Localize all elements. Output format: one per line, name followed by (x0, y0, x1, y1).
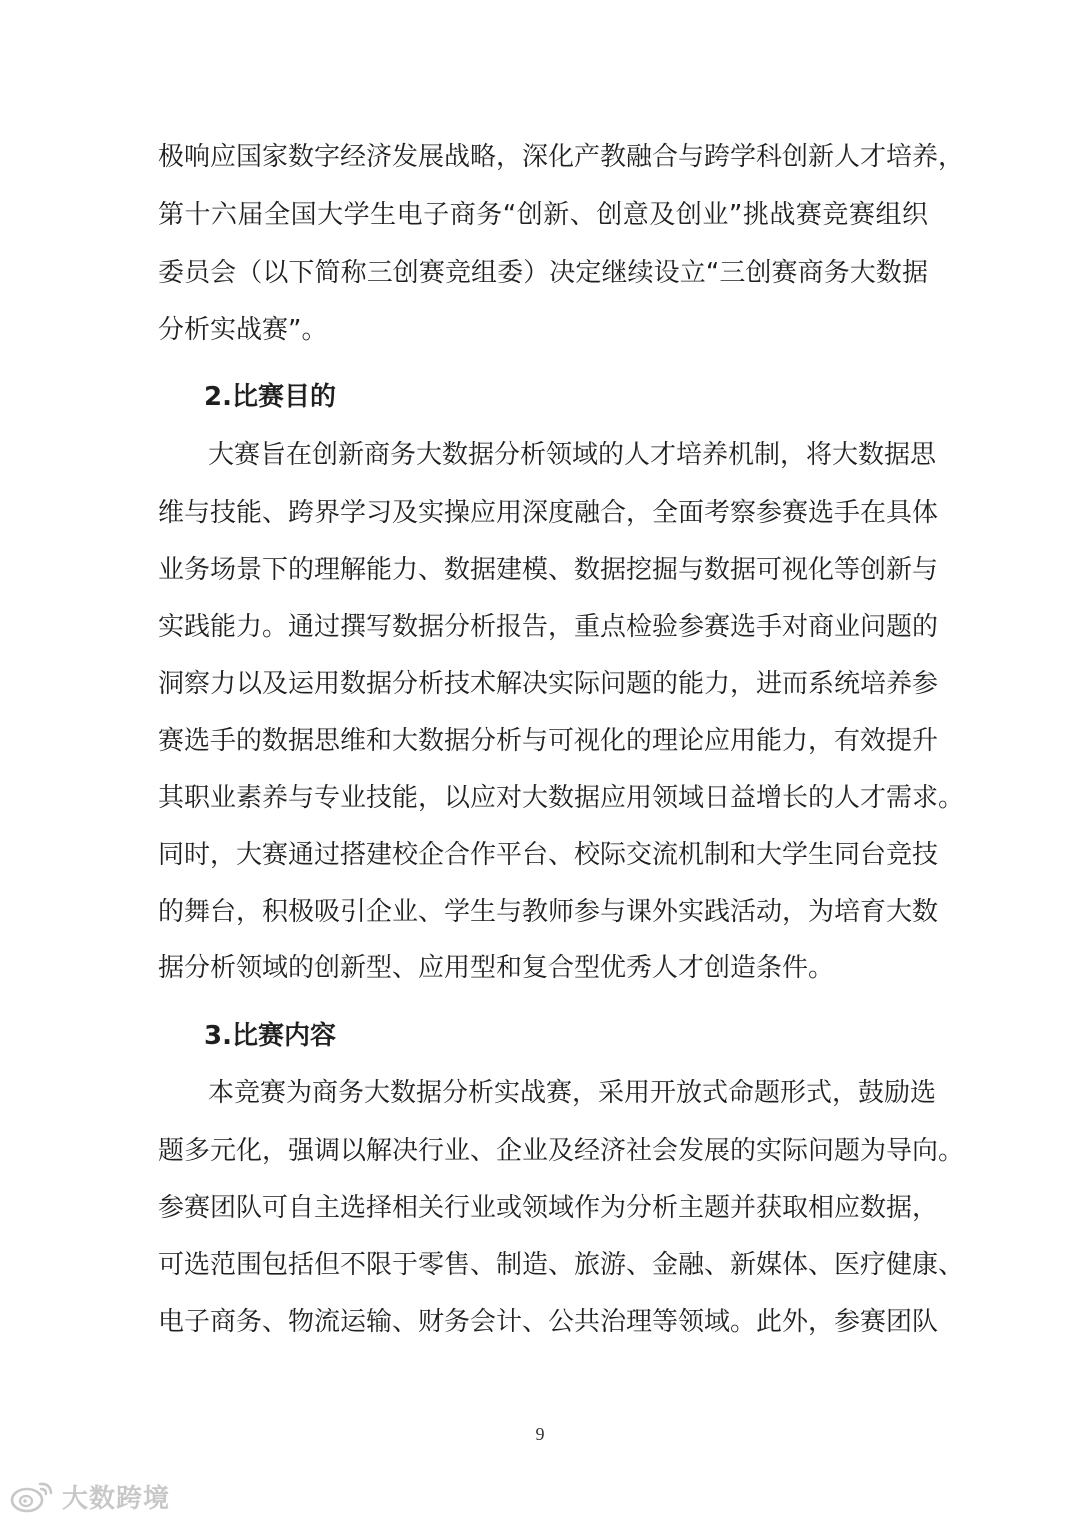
section-heading-content: 3.比赛内容 (204, 1021, 336, 1051)
text-line: 分析实战赛”。 (158, 315, 328, 345)
section-heading-purpose: 2.比赛目的 (204, 382, 336, 412)
text-line: 同时，大赛通过搭建校企合作平台、校际交流机制和大学生同台竞技 (158, 840, 939, 870)
text-line: 参赛团队可自主选择相关行业或领域作为分析主题并获取相应数据， (158, 1193, 939, 1223)
text-line: 实践能力。通过撰写数据分析报告，重点检验参赛选手对商业问题的 (158, 612, 939, 642)
text-line: 第十六届全国大学生电子商务“创新、创意及创业”挑战赛竞赛组织 (158, 200, 928, 230)
text-line: 维与技能、跨界学习及实操应用深度融合，全面考察参赛选手在具体 (158, 498, 939, 528)
text-line: 电子商务、物流运输、财务会计、公共治理等领域。此外，参赛团队 (158, 1307, 939, 1337)
text-line: 委员会（以下简称三创赛竞组委）决定继续设立“三创赛商务大数据 (158, 258, 928, 288)
text-line: 极响应国家数字经济发展战略，深化产教融合与跨学科创新人才培养， (158, 142, 965, 172)
text-line: 题多元化，强调以解决行业、企业及经济社会发展的实际问题为导向。 (158, 1136, 965, 1166)
text-line: 大赛旨在创新商务大数据分析领域的人才培养机制，将大数据思 (208, 440, 937, 470)
watermark-text: 大数跨境 (62, 1483, 171, 1514)
weibo-logo-icon (10, 1479, 56, 1513)
watermark (10, 1476, 170, 1516)
text-line: 洞察力以及运用数据分析技术解决实际问题的能力，进而系统培养参 (158, 669, 939, 699)
page-number: 9 (535, 1424, 545, 1444)
text-line: 可选范围包括但不限于零售、制造、旅游、金融、新媒体、医疗健康、 (158, 1250, 965, 1280)
text-line: 赛选手的数据思维和大数据分析与可视化的理论应用能力，有效提升 (158, 726, 939, 756)
text-line: 其职业素养与专业技能，以应对大数据应用领域日益增长的人才需求。 (158, 783, 965, 813)
text-line: 的舞台，积极吸引企业、学生与教师参与课外实践活动，为培育大数 (158, 897, 939, 927)
text-line: 据分析领域的创新型、应用型和复合型优秀人才创造条件。 (158, 953, 835, 983)
text-line: 本竞赛为商务大数据分析实战赛，采用开放式命题形式，鼓励选 (208, 1078, 937, 1108)
text-line: 业务场景下的理解能力、数据建模、数据挖掘与数据可视化等创新与 (158, 555, 939, 585)
